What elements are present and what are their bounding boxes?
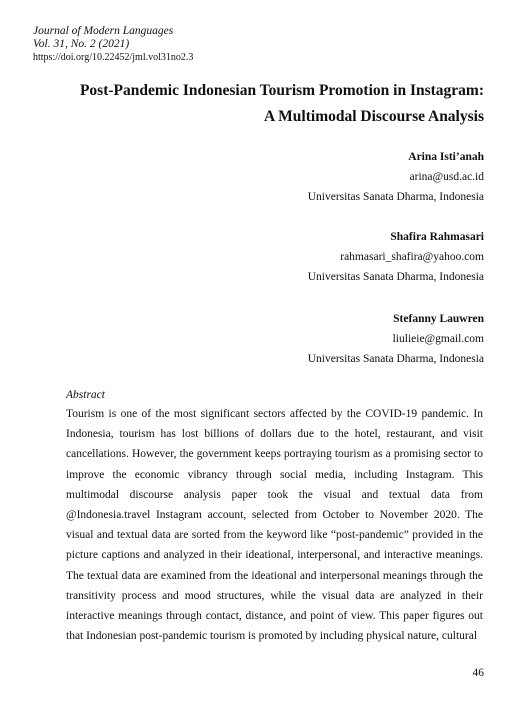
author-name: Arina Isti’anah [408,151,484,163]
author-name: Stefanny Lauwren [393,313,484,325]
author-email[interactable]: liulieie@gmail.com [392,333,484,345]
paper-title [40,78,484,130]
journal-name: Journal of Modern Languages [33,25,174,37]
author-block-1 [308,147,484,207]
journal-header [33,25,193,64]
abstract-text: Tourism is one of the most significant sectors affected by the COVID-19 pandemic. In Indonesia, tourism has lost billions of dollars due to the hotel, restaurant, and visit cancellations. However, the government keeps portraying tourism as a promising sector to improve the economic vibrancy through social media, including Instagram. This multimodal discourse analysis paper took the visual and textual data from @Indonesia.travel Instagram account, selected from October to November 2020. The visual and textual data are sorted from the keyword like “post-pandemic” provided in the picture captions and analyzed in their ideational, interpersonal, and interactive meanings. The textual data are examined from the ideational and interpersonal meanings through the transitivity process and mood structures, while the visual data are analyzed in their interactive meanings through contact, distance, and point of view. This paper figures out that Indonesian post-pandemic tourism is promoted by including physical nature, cultural [66,408,483,643]
doi-link[interactable]: https://doi.org/10.22452/jml.vol31no2.3 [33,52,194,63]
author-email[interactable]: arina@usd.ac.id [409,171,484,183]
abstract-heading: Abstract [66,389,105,401]
author-email[interactable]: rahmasari_shafira@yahoo.com [340,251,484,263]
title-line-1: Post-Pandemic Indonesian Tourism Promotion in Instagram: [79,82,484,99]
page-number: 46 [472,667,484,679]
author-affiliation: Universitas Sanata Dharma, Indonesia [307,271,484,283]
author-block-3 [308,309,484,369]
author-name: Shafira Rahmasari [390,231,484,243]
title-line-2: A Multimodal Discourse Analysis [263,108,484,125]
journal-volume: Vol. 31, No. 2 (2021) [33,38,130,50]
author-affiliation: Universitas Sanata Dharma, Indonesia [307,353,484,365]
author-block-2 [308,227,484,287]
author-affiliation: Universitas Sanata Dharma, Indonesia [307,191,484,203]
